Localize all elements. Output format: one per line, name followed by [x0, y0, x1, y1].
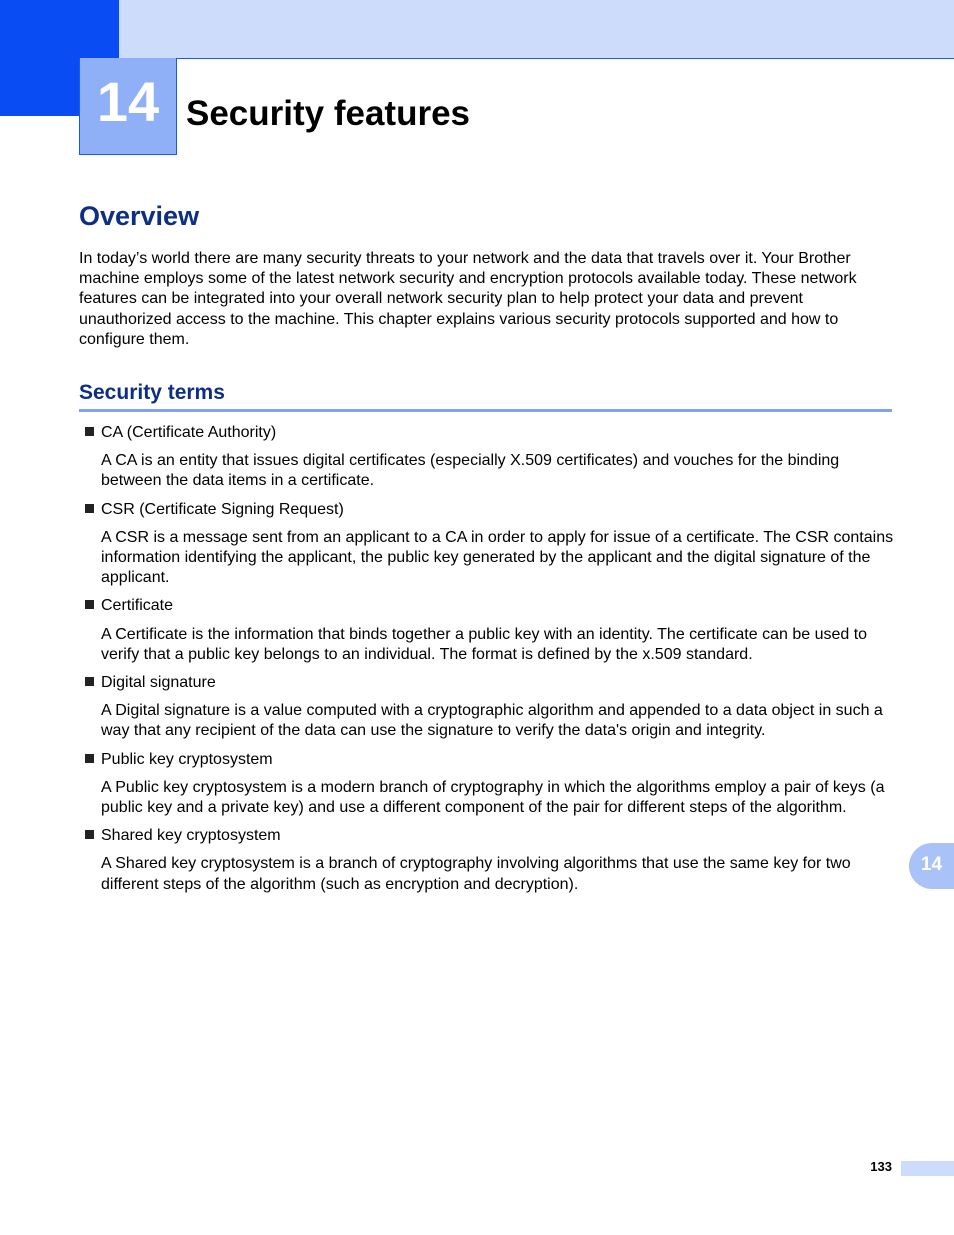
side-tab-label: 14 — [920, 854, 943, 875]
term-name: Public key cryptosystem — [101, 750, 273, 768]
term-definition: A Certificate is the information that binds together a public key with an identity. The certificate can be used to verify that a public key belongs to an individual. The format is defined by the x.509 standard. — [101, 625, 868, 663]
term-item — [79, 596, 894, 665]
term-name: CA (Certificate Authority) — [101, 424, 277, 441]
intro-paragraph: In today’s world there are many security threats to your network and the data that travels over it. Your Brother machine employs some of the latest network security and encryption protocols available today. These network features can be integrated into your overall network security plan to help protect your data and prevent unauthorized access to the machine. This chapter explains various security protocols supported and how to configure them. — [79, 250, 857, 348]
square-bullet-icon — [85, 754, 94, 763]
term-item — [79, 673, 894, 742]
term-item — [79, 750, 894, 819]
term-definition: A Shared key cryptosystem is a branch of cryptography involving algorithms that use the same key for two different steps of the algorithm (such as encryption and decryption). — [101, 855, 851, 893]
chapter-number: 14 — [96, 70, 160, 133]
term-definition: A Public key cryptosystem is a modern branch of cryptography in which the algorithms employ a pair of keys (a public key and a private key) and use a different component of the pair for different steps of the algorithm. — [101, 778, 885, 817]
square-bullet-icon — [85, 677, 94, 686]
term-item — [79, 423, 894, 492]
chapter-number-box — [79, 58, 177, 155]
term-definition: A CA is an entity that issues digital certificates (especially X.509 certificates) and vouches for the binding between the data items in a certificate. — [101, 452, 840, 490]
term-name: CSR (Certificate Signing Request) — [101, 500, 344, 518]
term-item — [79, 500, 894, 589]
square-bullet-icon — [85, 504, 94, 513]
subsection-divider — [79, 409, 892, 412]
section-heading: Overview — [79, 201, 200, 231]
term-name: Shared key cryptosystem — [101, 827, 281, 845]
term-definition: A CSR is a message sent from an applicant to a CA in order to apply for issue of a certificate. The CSR contains information identifying the applicant, the public key generated by the applicant and the digital signature of the applicant. — [101, 528, 894, 587]
square-bullet-icon — [85, 830, 94, 839]
footer-bar — [901, 1161, 954, 1176]
term-item — [79, 826, 894, 895]
page-number: 133 — [870, 1159, 892, 1174]
square-bullet-icon — [85, 600, 94, 609]
term-name: Digital signature — [101, 674, 216, 692]
square-bullet-icon — [85, 427, 94, 436]
subsection-heading: Security terms — [79, 381, 225, 404]
chapter-side-tab[interactable] — [909, 843, 954, 889]
terms-list — [79, 423, 894, 903]
header-band — [0, 0, 954, 59]
term-name: Certificate — [101, 597, 174, 615]
term-definition: A Digital signature is a value computed with a cryptographic algorithm and appended to a data object in such a way that any recipient of the data can use the signature to verify the data's origin and integrity. — [101, 702, 883, 740]
chapter-title: Security features — [186, 94, 471, 133]
